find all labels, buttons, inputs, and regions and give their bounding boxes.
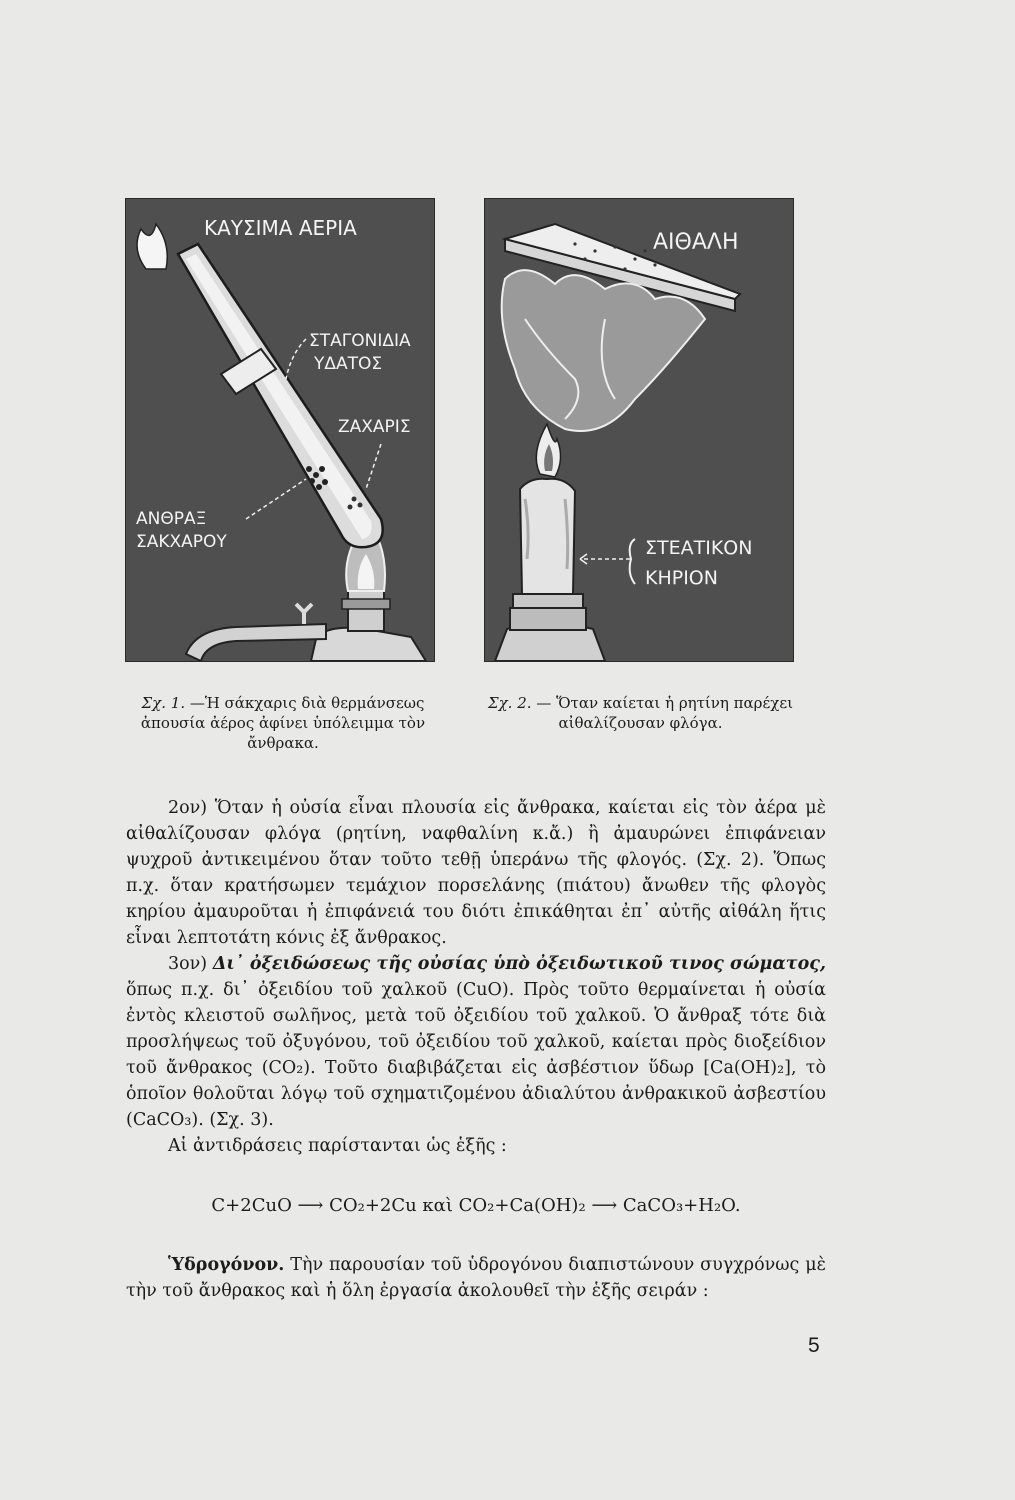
reactions-intro: Αἱ ἀντιδράσεις παρίστανται ὡς ἑξῆς : <box>168 1136 507 1156</box>
figure-2-illustration <box>485 199 793 661</box>
page-number: 5 <box>808 1334 820 1357</box>
paragraph-3-lead: 3ον) <box>168 954 208 974</box>
paragraph-3-body: ὅπως π.χ. δι᾿ ὀξειδίου τοῦ χαλκοῦ (CuO). Πρὸς τοῦτο θερμαίνεται ἡ οὐσία ἐντὸς κλειστοῦ σωλῆνος, μετὰ τοῦ ὀξειδίου τοῦ χαλκοῦ. Ὁ ἄνθραξ τότε διὰ προσλήψεως τοῦ ὀξυγόνου, τοῦ ὀξειδίου τοῦ χαλκοῦ, καίεται πρὸς διοξείδιον τοῦ ἄνθρακος (CO₂). Τοῦτο διαβιβάζεται εἰς ἀσβέστιον ὕδωρ [Ca(OH)₂], τὸ ὁποῖον θολοῦται λόγῳ τοῦ σχηματιζομένου ἀδιαλύτου ἀνθρακικοῦ ἀσβεστίου (CaCO₃). (Σχ. 3). <box>126 980 826 1130</box>
body-text <box>126 795 826 1159</box>
figure-2-candle-soot <box>484 198 794 662</box>
figure-2-caption-number: Σχ. 2. <box>487 694 532 712</box>
label-water-drops-line2: ΥΔΑΤΟΣ <box>314 354 383 374</box>
label-candle-line2: ΚΗΡΙΟΝ <box>645 567 718 589</box>
figure-2-caption <box>473 693 808 733</box>
figure-1-caption-text: —Ἡ σάκχαρις διὰ θερμάνσεως ἀπουσία ἀέρος ἀφίνει ὑπόλειμμα τὸν ἄνθρακα. <box>140 694 426 752</box>
paragraph-3 <box>126 951 826 1133</box>
figure-1-caption <box>118 693 448 753</box>
label-candle-line1: ΣΤΕΑΤΙΚΟΝ <box>645 537 753 559</box>
label-water-drops-line1: ΣΤΑΓΟΝΙΔΙΑ <box>309 331 411 351</box>
hydrogen-text: Τὴν παρουσίαν τοῦ ὑδρογόνου διαπιστώνουν συγχρόνως μὲ τὴν τοῦ ἄνθρακος καὶ ἡ ὅλη ἐργασία ἀκολουθεῖ τὴν ἑξῆς σειράν : <box>126 1255 826 1301</box>
paragraph-3-emphasis: Δι᾿ ὀξειδώσεως τῆς οὐσίας ὑπὸ ὀξειδωτικοῦ τινος σώματος, <box>212 954 826 974</box>
figure-1-caption-number: Σχ. 1. <box>141 694 186 712</box>
figure-2-caption-text: — Ὅταν καίεται ἡ ρητίνη παρέχει αἰθαλίζουσαν φλόγα. <box>536 694 794 732</box>
label-carbon-line1: ΑΝΘΡΑΞ <box>136 509 207 529</box>
reaction-equation: C+2CuO ⟶ CO₂+2Cu καὶ CO₂+Ca(OH)₂ ⟶ CaCO₃+H₂O. <box>211 1195 741 1216</box>
label-fuel-gases: ΚΑΥΣΙΜΑ ΑΕΡΙΑ <box>204 216 357 240</box>
figure-1-illustration <box>126 199 434 661</box>
label-soot: ΑΙΘΑΛΗ <box>653 230 739 255</box>
label-carbon-line2: ΣΑΚΧΑΡΟΥ <box>136 532 227 552</box>
hydrogen-heading: Ὑδρογόνον. <box>168 1255 285 1275</box>
label-sugar: ΖΑΧΑΡΙΣ <box>338 417 411 437</box>
paragraph-hydrogen <box>126 1252 826 1304</box>
hydrogen-section <box>126 1252 826 1304</box>
figure-1-sugar-heating <box>125 198 435 662</box>
paragraph-2: 2ον) Ὅταν ἡ οὐσία εἶναι πλουσία εἰς ἄνθρακα, καίεται εἰς τὸν ἀέρα μὲ αἰθαλίζουσαν φλόγα (ρητίνη, ναφθαλίνη κ.ἄ.) ἢ ἀμαυρώνει ἐπιφάνειαν ψυχροῦ ἀντικειμένου ὅταν τοῦτο τεθῇ ὑπεράνω τῆς φλογός. (Σχ. 2). Ὅπως π.χ. ὅταν κρατήσωμεν τεμάχιον πορσελάνης (πιάτου) ἄνωθεν τῆς φλογὸς κηρίου ἀμαυροῦται ἡ ἐπιφάνειά του διότι ἐπικάθηται ἐπ᾿ αὐτῆς αἰθάλη ἥτις εἶναι λεπτοτάτη κόνις ἐξ ἄνθρακος. <box>126 798 826 948</box>
